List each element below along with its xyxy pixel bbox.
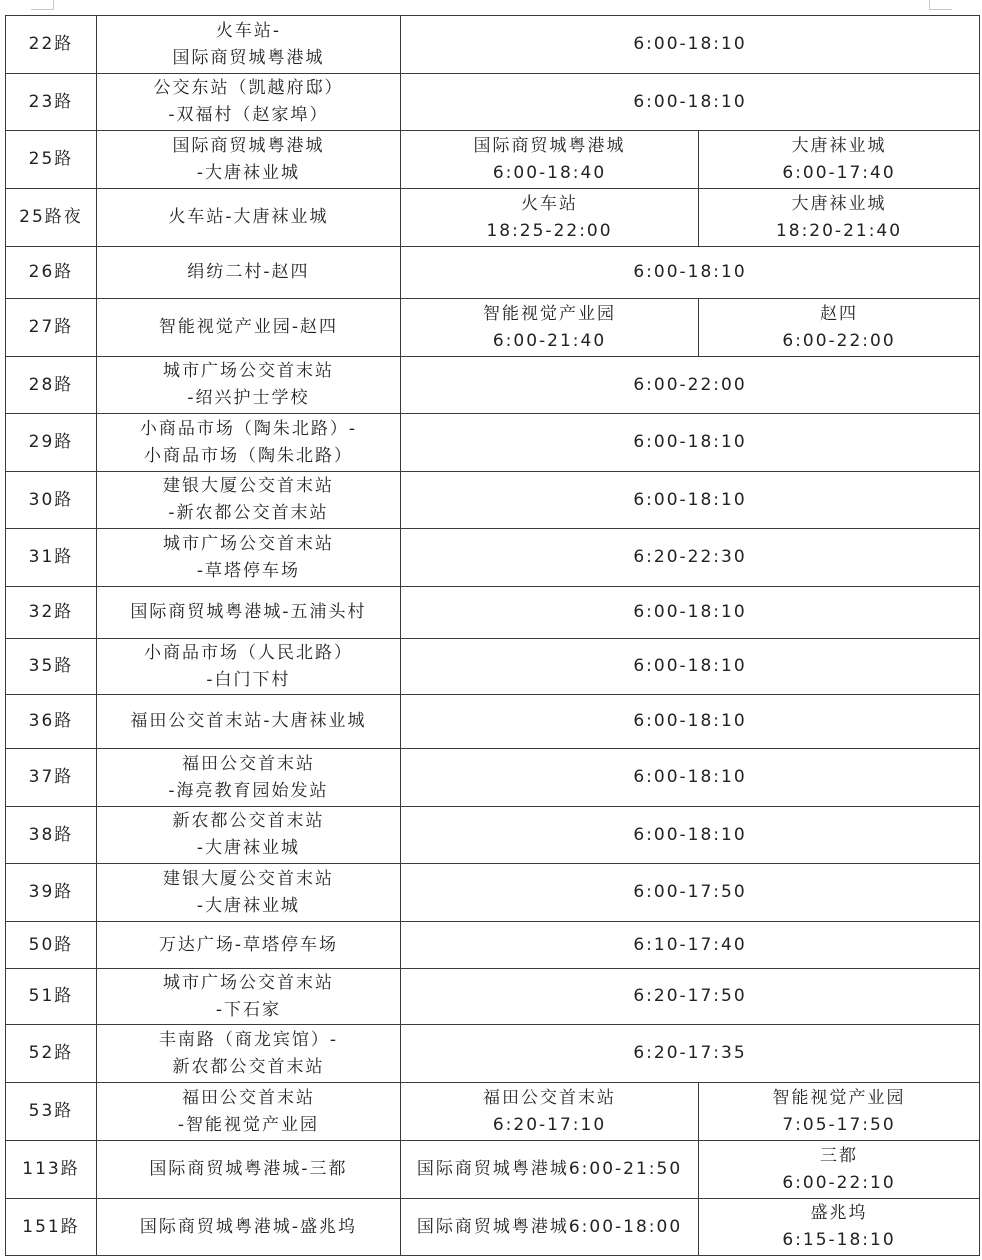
table-row: [6, 247, 980, 299]
route-number: 52路: [6, 1025, 97, 1083]
operating-hours: 6:00-18:10: [401, 247, 980, 299]
route-number: 22路: [6, 16, 97, 74]
operating-hours-left: [401, 189, 699, 247]
route-stops: [97, 1083, 401, 1141]
stop-line: 建银大厦公交首末站: [163, 868, 334, 889]
route-number: 113路: [6, 1141, 97, 1199]
hours-text: 6:20-17:10: [492, 1114, 607, 1135]
stop-line: 福田公交首末站-大唐袜业城: [130, 711, 367, 731]
stop-line: -大唐袜业城: [196, 162, 301, 183]
route-stops: [97, 247, 401, 299]
stop-line: 福田公交首末站: [182, 1087, 315, 1108]
hours-text: 国际商贸城粤港城6:00-21:50: [416, 1159, 683, 1179]
terminal-name: 赵四: [820, 303, 858, 324]
route-number: 23路: [6, 74, 97, 131]
operating-hours-right: [699, 1141, 980, 1199]
stop-line: 国际商贸城粤港城: [172, 135, 325, 156]
stop-line: 城市广场公交首末站: [163, 972, 334, 993]
route-number: 25路夜: [6, 189, 97, 247]
stop-line: -大唐袜业城: [196, 895, 301, 916]
hours-text: 18:25-22:00: [486, 220, 613, 241]
stop-line: -绍兴护士学校: [187, 388, 310, 408]
table-row: [6, 414, 980, 472]
route-stops: [97, 695, 401, 749]
stop-line: 国际商贸城粤港城-三都: [149, 1159, 348, 1179]
stop-line: -下石家: [215, 999, 282, 1020]
route-stops: [97, 922, 401, 969]
stop-line: 新农都公交首末站: [172, 811, 325, 831]
stop-line: 公交东站（凯越府邸）: [153, 78, 344, 98]
operating-hours: 6:00-22:00: [401, 357, 980, 414]
stop-line: -双福村（赵家埠）: [168, 105, 329, 125]
operating-hours: 6:00-18:10: [401, 807, 980, 864]
operating-hours-right: [699, 299, 980, 357]
hours-text: 18:20-21:40: [775, 220, 903, 241]
route-stops: [97, 1025, 401, 1083]
stop-line: 国际商贸城粤港城-盛兆坞: [139, 1216, 358, 1237]
terminal-name: 智能视觉产业园: [483, 303, 616, 324]
table-row: [6, 1025, 980, 1083]
operating-hours: 6:00-18:10: [401, 749, 980, 807]
table-row: [6, 529, 980, 587]
table-row: [6, 131, 980, 189]
table-row: [6, 695, 980, 749]
stop-line: 建银大厦公交首末站: [163, 476, 334, 496]
route-number: 27路: [6, 299, 97, 357]
stop-line: -白门下村: [206, 669, 291, 690]
terminal-name: 智能视觉产业园: [772, 1087, 906, 1108]
operating-hours-left: [401, 1141, 699, 1199]
stop-line: 小商品市场（陶朱北路）-: [139, 418, 358, 439]
stop-line: 国际商贸城粤港城-五浦头村: [130, 602, 367, 622]
terminal-name: 盛兆坞: [810, 1203, 868, 1223]
route-stops: [97, 639, 401, 695]
route-number: 28路: [6, 357, 97, 414]
route-number: 32路: [6, 587, 97, 639]
operating-hours: 6:10-17:40: [401, 922, 980, 969]
stop-line: 小商品市场（人民北路）: [144, 642, 353, 663]
operating-hours: 6:00-18:10: [401, 16, 980, 74]
stop-line: 火车站-大唐袜业城: [168, 207, 329, 227]
hours-text: 6:00-22:00: [782, 330, 896, 351]
stop-line: 城市广场公交首末站: [163, 361, 334, 381]
operating-hours-right: [699, 1199, 980, 1256]
stop-line: -大唐袜业城: [196, 838, 301, 858]
stop-line: 小商品市场（陶朱北路）: [144, 445, 353, 466]
route-number: 30路: [6, 472, 97, 529]
operating-hours: 6:00-18:10: [401, 695, 980, 749]
operating-hours-left: [401, 131, 699, 189]
hours-text: 6:00-21:40: [492, 330, 607, 351]
route-number: 53路: [6, 1083, 97, 1141]
route-number: 25路: [6, 131, 97, 189]
operating-hours-right: [699, 131, 980, 189]
hours-text: 6:00-18:40: [492, 162, 607, 183]
route-number: 26路: [6, 247, 97, 299]
table-row: [6, 639, 980, 695]
terminal-name: 大唐袜业城: [791, 135, 887, 156]
table-row: [6, 922, 980, 969]
operating-hours-left: [401, 1083, 699, 1141]
table-row: [6, 299, 980, 357]
route-number: 39路: [6, 864, 97, 922]
terminal-name: 火车站: [521, 193, 578, 214]
table-row: [6, 1199, 980, 1256]
route-number: 31路: [6, 529, 97, 587]
stop-line: 绢纺二村-赵四: [187, 262, 310, 282]
stop-line: 火车站-: [215, 20, 282, 41]
operating-hours-left: [401, 299, 699, 357]
operating-hours-right: [699, 1083, 980, 1141]
operating-hours: 6:00-18:10: [401, 587, 980, 639]
table-row: [6, 969, 980, 1025]
bus-schedule-table: [5, 15, 980, 1256]
terminal-name: 大唐袜业城: [791, 193, 887, 214]
route-stops: [97, 749, 401, 807]
stop-line: 城市广场公交首末站: [163, 533, 334, 554]
route-number: 151路: [6, 1199, 97, 1256]
operating-hours: 6:20-22:30: [401, 529, 980, 587]
page-corner-mark-right: [929, 0, 952, 10]
stop-line: 新农都公交首末站: [172, 1056, 325, 1077]
stop-line: 丰南路（商龙宾馆）-: [158, 1029, 339, 1050]
operating-hours: 6:00-18:10: [401, 74, 980, 131]
stop-line: 国际商贸城粤港城: [172, 47, 325, 68]
route-number: 29路: [6, 414, 97, 472]
stop-line: -智能视觉产业园: [177, 1114, 320, 1135]
operating-hours: 6:00-17:50: [401, 864, 980, 922]
table-row: [6, 807, 980, 864]
hours-text: 国际商贸城粤港城6:00-18:00: [416, 1216, 683, 1237]
stop-line: 万达广场-草塔停车场: [158, 934, 339, 955]
operating-hours: 6:20-17:35: [401, 1025, 980, 1083]
hours-text: 6:00-17:40: [782, 162, 896, 183]
table-row: [6, 587, 980, 639]
route-stops: [97, 864, 401, 922]
operating-hours-left: [401, 1199, 699, 1256]
hours-text: 7:05-17:50: [782, 1114, 896, 1135]
table-row: [6, 864, 980, 922]
table-row: [6, 16, 980, 74]
route-number: 35路: [6, 639, 97, 695]
operating-hours-right: [699, 189, 980, 247]
route-number: 37路: [6, 749, 97, 807]
table-row: [6, 472, 980, 529]
route-number: 36路: [6, 695, 97, 749]
route-stops: [97, 414, 401, 472]
page-corner-mark-left: [31, 0, 54, 10]
stop-line: 智能视觉产业园-赵四: [158, 317, 339, 337]
route-stops: [97, 587, 401, 639]
table-row: [6, 749, 980, 807]
table-row: [6, 357, 980, 414]
route-stops: [97, 807, 401, 864]
schedule-body: [6, 16, 980, 1256]
table-row: [6, 1141, 980, 1199]
stop-line: -草塔停车场: [196, 560, 301, 581]
operating-hours: 6:00-18:10: [401, 639, 980, 695]
operating-hours: 6:00-18:10: [401, 472, 980, 529]
route-number: 51路: [6, 969, 97, 1025]
route-stops: [97, 969, 401, 1025]
route-stops: [97, 1199, 401, 1256]
route-stops: [97, 357, 401, 414]
terminal-name: 三都: [820, 1145, 858, 1166]
route-stops: [97, 299, 401, 357]
hours-text: 6:15-18:10: [782, 1230, 896, 1250]
operating-hours: 6:00-18:10: [401, 414, 980, 472]
route-number: 38路: [6, 807, 97, 864]
route-stops: [97, 131, 401, 189]
route-stops: [97, 472, 401, 529]
table-row: [6, 1083, 980, 1141]
route-number: 50路: [6, 922, 97, 969]
operating-hours: 6:20-17:50: [401, 969, 980, 1025]
table-row: [6, 189, 980, 247]
route-stops: [97, 1141, 401, 1199]
hours-text: 6:00-22:10: [782, 1172, 896, 1193]
route-stops: [97, 74, 401, 131]
stop-line: 福田公交首末站: [182, 753, 315, 774]
route-stops: [97, 189, 401, 247]
terminal-name: 福田公交首末站: [483, 1087, 616, 1108]
route-stops: [97, 529, 401, 587]
table-row: [6, 74, 980, 131]
stop-line: -海亮教育园始发站: [168, 780, 329, 801]
stop-line: -新农都公交首末站: [168, 503, 329, 523]
terminal-name: 国际商贸城粤港城: [473, 135, 626, 156]
route-stops: [97, 16, 401, 74]
